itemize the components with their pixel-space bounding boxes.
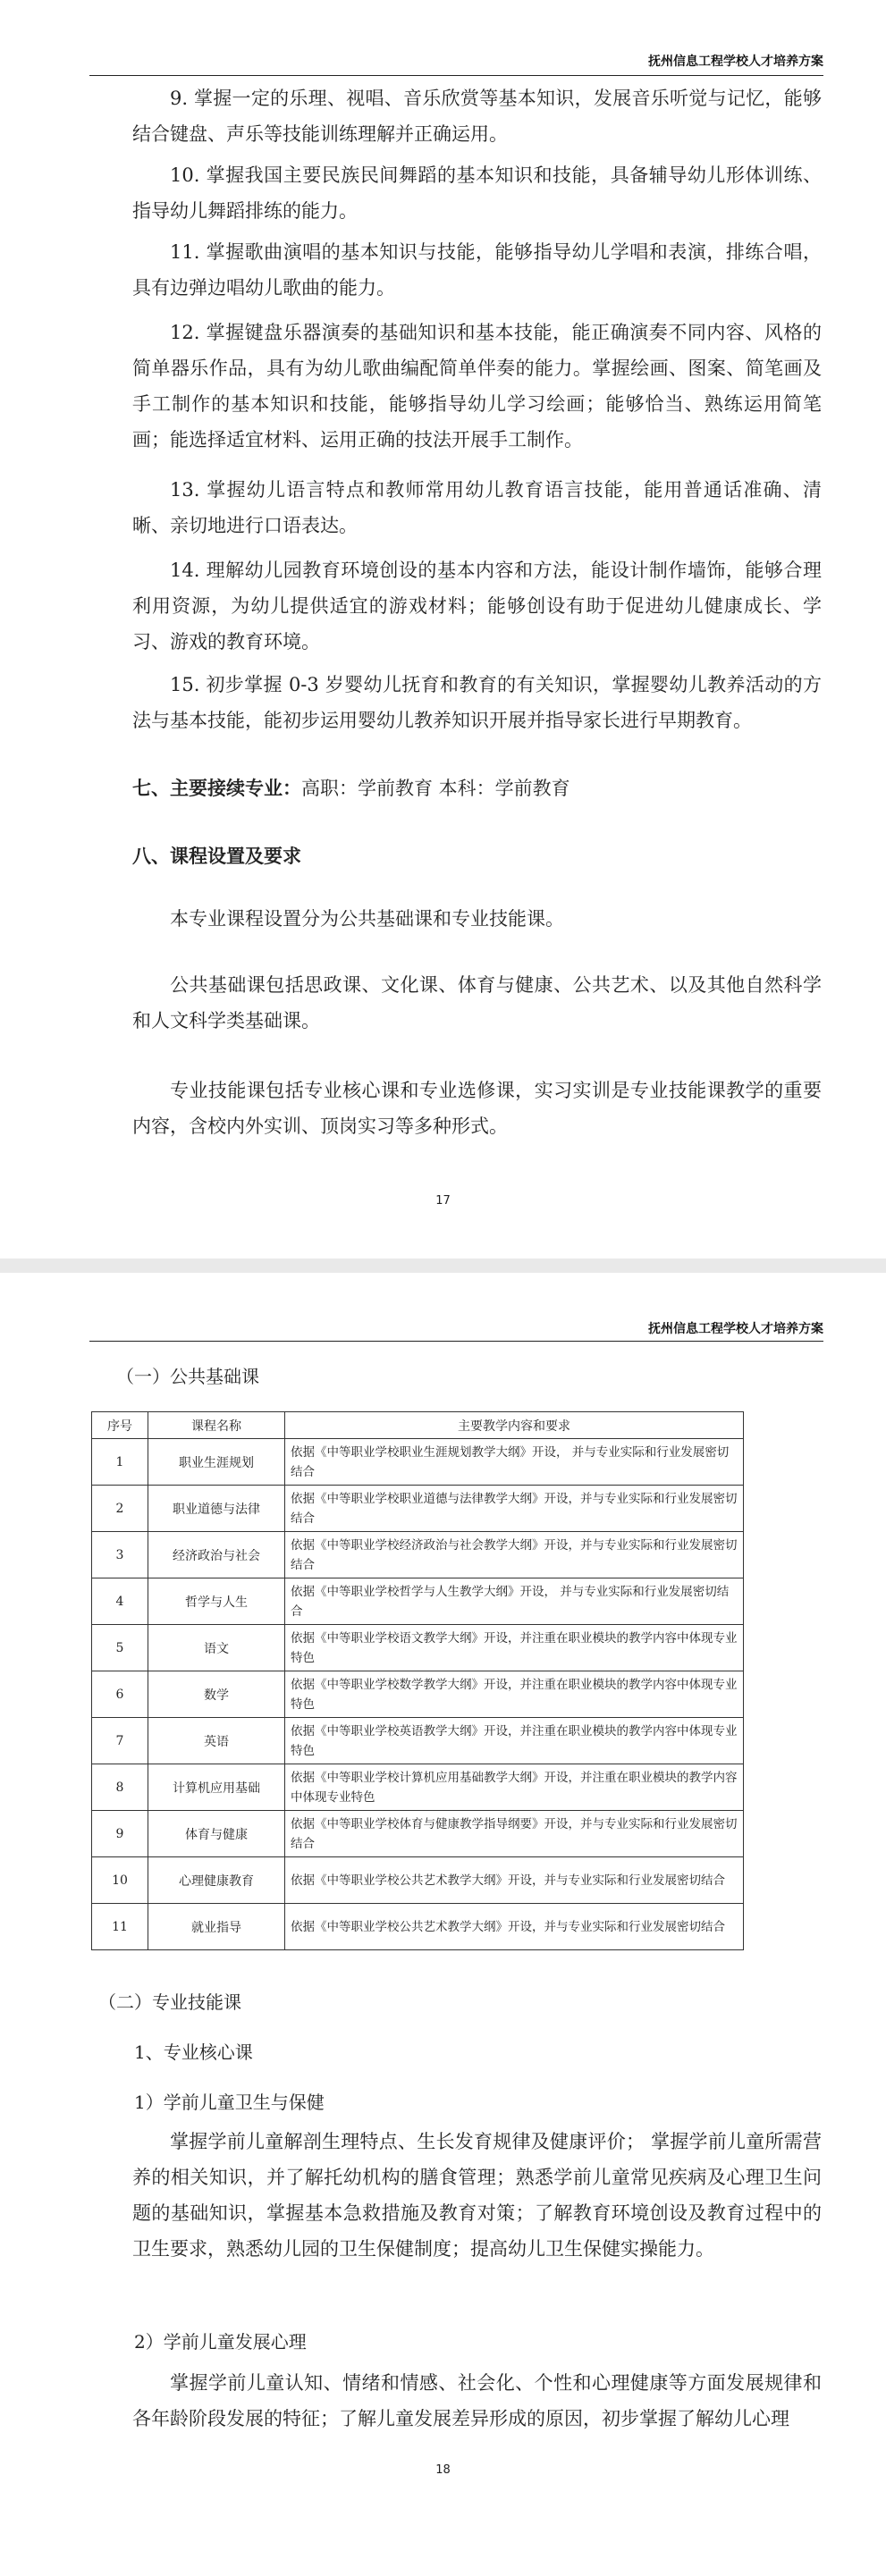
document-page-18 [0,1273,886,2576]
course-requirements: 依据《中等职业学校公共艺术教学大纲》开设，并与专业实际和行业发展密切结合 [285,1904,744,1950]
row-number: 1 [92,1439,148,1486]
item-13: 13. 掌握幼儿语言特点和教师常用幼儿教育语言技能，能用普通话准确、清晰、亲切地进行口语表达。 [132,479,822,536]
table-row [92,1439,744,1486]
page-number: 18 [435,2463,451,2477]
course-requirements: 依据《中等职业学校体育与健康教学指导纲要》开设，并与专业实际和行业发展密切结合 [285,1811,744,1857]
course-name: 经济政治与社会 [148,1532,285,1578]
item-10: 10. 掌握我国主要民族民间舞蹈的基本知识和技能，具备辅导幼儿形体训练、指导幼儿舞蹈排练的能力。 [132,164,822,222]
page-header: 抚州信息工程学校人才培养方案 [648,55,823,69]
page-header: 抚州信息工程学校人才培养方案 [648,1322,823,1336]
row-number: 11 [92,1904,148,1950]
row-number: 7 [92,1718,148,1764]
row-number: 4 [92,1578,148,1625]
col-header-requirements: 主要教学内容和要求 [285,1412,744,1439]
course-name: 职业道德与法律 [148,1486,285,1532]
curriculum-overview: 本专业课程设置分为公共基础课和专业技能课。 [170,908,564,930]
course-child-psychology: 2）学前儿童发展心理 [134,2331,307,2353]
table-row [92,1486,744,1532]
col-header-course: 课程名称 [148,1412,285,1439]
section-7-heading [132,774,570,801]
child-health-desc: 掌握学前儿童解剖生理特点、生长发育规律及健康评价； 掌握学前儿童所需营养的相关知识，并了解托幼机构的膳食管理；熟悉学前儿童常见疾病及心理卫生问题的基础知识，掌握基本急救措施及教育对策；了解教育环境创设及教育过程中的卫生要求，熟悉幼儿园的卫生保健制度；提高幼儿卫生保健实操能力。 [132,2131,822,2260]
course-requirements: 依据《中等职业学校职业生涯规划教学大纲》开设， 并与专业实际和行业发展密切结合 [285,1439,744,1486]
table-row [92,1764,744,1811]
header-rule [89,1341,823,1342]
row-number: 8 [92,1764,148,1811]
item-9: 9. 掌握一定的乐理、视唱、音乐欣赏等基本知识，发展音乐听觉与记忆，能够结合键盘、声乐等技能训练理解并正确运用。 [132,88,822,145]
subsection-public-basic: （一）公共基础课 [116,1366,259,1387]
row-number: 5 [92,1625,148,1671]
table-row [92,1811,744,1857]
header-rule [89,75,823,76]
page-number: 17 [435,1194,451,1208]
course-requirements: 依据《中等职业学校哲学与人生教学大纲》开设， 并与专业实际和行业发展密切结合 [285,1578,744,1625]
item-12: 12. 掌握键盘乐器演奏的基础知识和基本技能，能正确演奏不同内容、风格的简单器乐作品，具有为幼儿歌曲编配简单伴奏的能力。掌握绘画、图案、简笔画及手工制作的基本知识和技能，能够指导幼儿学习绘画；能够恰当、熟练运用简笔画；能选择适宜材料、运用正确的技法开展手工制作。 [132,322,822,450]
section-7-value: 高职：学前教育 本科：学前教育 [301,778,570,799]
course-requirements: 依据《中等职业学校职业道德与法律教学大纲》开设，并与专业实际和行业发展密切结合 [285,1486,744,1532]
course-requirements: 依据《中等职业学校计算机应用基础教学大纲》开设，并注重在职业模块的教学内容中体现专业特色 [285,1764,744,1811]
row-number: 3 [92,1532,148,1578]
table-row [92,1857,744,1904]
row-number: 6 [92,1671,148,1718]
table-row [92,1532,744,1578]
child-psychology-desc: 掌握学前儿童认知、情绪和情感、社会化、个性和心理健康等方面发展规律和各年龄阶段发展的特征；了解儿童发展差异形成的原因，初步掌握了解幼儿心理 [132,2372,822,2429]
subsection-skill-courses: （二）专业技能课 [98,1991,241,2013]
row-number: 9 [92,1811,148,1857]
table-row [92,1625,744,1671]
course-name: 就业指导 [148,1904,285,1950]
skill-courses-desc: 专业技能课包括专业核心课和专业选修课，实习实训是专业技能课教学的重要内容，含校内外实训、顶岗实习等多种形式。 [132,1080,822,1137]
course-child-health: 1）学前儿童卫生与保健 [134,2092,325,2113]
table-header-row [92,1412,744,1439]
public-courses-table [91,1411,744,1950]
course-name: 心理健康教育 [148,1857,285,1904]
course-name: 职业生涯规划 [148,1439,285,1486]
item-15: 15. 初步掌握 0-3 岁婴幼儿抚育和教育的有关知识，掌握婴幼儿教养活动的方法与基本技能，能初步运用婴幼儿教养知识开展并指导家长进行早期教育。 [132,674,822,731]
course-requirements: 依据《中等职业学校语文教学大纲》开设，并注重在职业模块的教学内容中体现专业特色 [285,1625,744,1671]
course-name: 语文 [148,1625,285,1671]
table-row [92,1718,744,1764]
table-row [92,1904,744,1950]
item-11: 11. 掌握歌曲演唱的基本知识与技能，能够指导幼儿学唱和表演，排练合唱， 具有边弹边唱幼儿歌曲的能力。 [132,241,822,299]
course-requirements: 依据《中等职业学校公共艺术教学大纲》开设，并与专业实际和行业发展密切结合 [285,1857,744,1904]
document-page-17 [0,0,886,1259]
course-name: 哲学与人生 [148,1578,285,1625]
course-name: 数学 [148,1671,285,1718]
table-row [92,1671,744,1718]
course-name: 英语 [148,1718,285,1764]
item-14: 14. 理解幼儿园教育环境创设的基本内容和方法，能设计制作墙饰，能够合理利用资源，为幼儿提供适宜的游戏材料；能够创设有助于促进幼儿健康成长、学习、游戏的教育环境。 [132,560,822,652]
row-number: 2 [92,1486,148,1532]
section-7-title: 七、主要接续专业： [132,778,301,799]
course-requirements: 依据《中等职业学校英语教学大纲》开设，并注重在职业模块的教学内容中体现专业特色 [285,1718,744,1764]
public-courses-desc: 公共基础课包括思政课、文化课、体育与健康、公共艺术、以及其他自然科学和人文科学类基础课。 [132,974,822,1031]
course-requirements: 依据《中等职业学校经济政治与社会教学大纲》开设，并与专业实际和行业发展密切结合 [285,1532,744,1578]
course-name: 体育与健康 [148,1811,285,1857]
subsection-core-courses: 1、专业核心课 [134,2041,253,2063]
course-name: 计算机应用基础 [148,1764,285,1811]
section-8-heading: 八、课程设置及要求 [132,846,301,867]
row-number: 10 [92,1857,148,1904]
course-requirements: 依据《中等职业学校数学教学大纲》开设，并注重在职业模块的教学内容中体现专业特色 [285,1671,744,1718]
col-header-number: 序号 [92,1412,148,1439]
table-row [92,1578,744,1625]
